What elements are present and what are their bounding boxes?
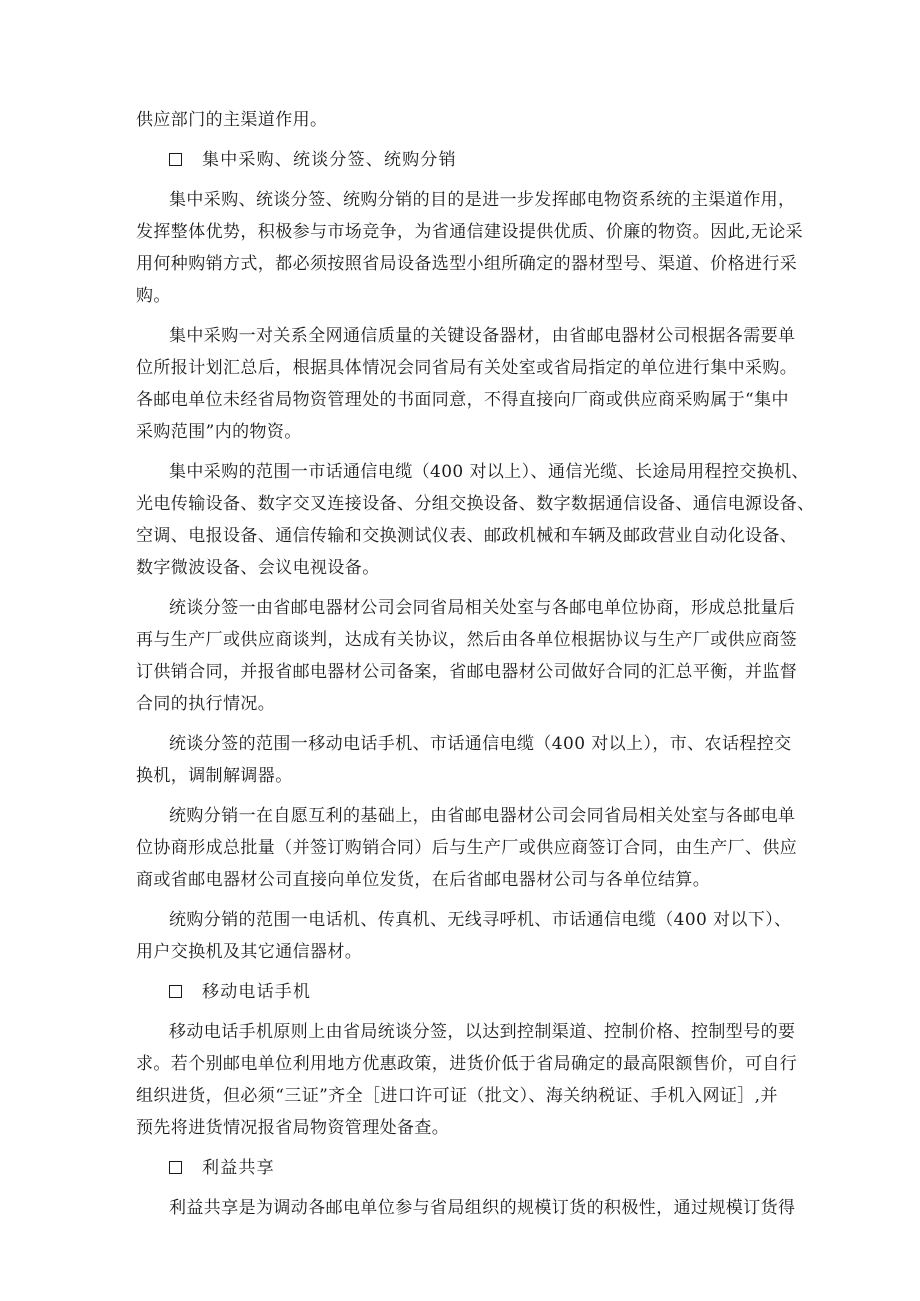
text-line: 采购范围”内的物资。 xyxy=(136,422,302,442)
text-line: 商或省邮电器材公司直接向单位发货，在后省邮电器材公司与各单位结算。 xyxy=(136,870,711,890)
text-line: 位协商形成总批量（并签订购销合同）后与生产厂或供应商签订合同，由生产厂、供应 xyxy=(136,838,798,858)
text-line: 移动电话手机原则上由省局统谈分签，以达到控制渠道、控制价格、控制型号的要 xyxy=(169,1022,796,1042)
text-line: 发挥整体优势，积极参与市场竞争，为省通信建设提供优质、价廉的物资。因此,无论采 xyxy=(136,222,804,242)
checkbox-square-icon xyxy=(169,985,182,998)
text-line: 再与生产厂或供应商谈判，达成有关协议，然后由各单位根据协议与生产厂或供应商签 xyxy=(136,630,798,650)
section-heading-centralized-purchasing: 集中采购、统谈分签、统购分销 xyxy=(169,148,829,172)
text-line: 用何种购销方式，都必须按照省局设备选型小组所确定的器材型号、渠道、价格进行采 xyxy=(136,254,798,274)
checkbox-square-icon xyxy=(169,1161,182,1174)
text-line: 预先将进货情况报省局物资管理处备查。 xyxy=(136,1118,450,1138)
text-line: 位所报计划汇总后，根据具体情况会同省局有关处室或省局指定的单位进行集中采购。 xyxy=(136,358,798,378)
text-line: 空调、电报设备、通信传输和交换测试仪表、邮政机械和车辆及邮政营业自动化设备、 xyxy=(136,526,798,546)
text-line: 统谈分签的范围一移动电话手机、市话通信电缆（400 对以上），市、农话程控交 xyxy=(169,734,792,754)
text-line: 利益共享是为调动各邮电单位参与省局组织的规模订货的积极性，通过规模订货得 xyxy=(169,1198,796,1218)
text-line: 统谈分签一由省邮电器材公司会同省局相关处室与各邮电单位协商，形成总批量后 xyxy=(169,598,796,618)
section-heading-mobile-phones: 移动电话手机 xyxy=(169,980,829,1004)
text-line: 光电传输设备、数字交叉连接设备、分组交换设备、数字数据通信设备、通信电源设备、 xyxy=(136,494,815,514)
text-line: 数字微波设备、会议电视设备。 xyxy=(136,558,380,578)
text-line: 合同的执行情况。 xyxy=(136,694,276,714)
text-line: 统购分销一在自愿互利的基础上，由省邮电器材公司会同省局相关处室与各邮电单 xyxy=(169,806,796,826)
text-line: 订供销合同，并报省邮电器材公司备案，省邮电器材公司做好合同的汇总平衡，并监督 xyxy=(136,662,798,682)
text-line: 用户交换机及其它通信器材。 xyxy=(136,942,363,962)
text-line: 集中采购的范围一市话通信电缆（400 对以上）、通信光缆、长途局用程控交换机、 xyxy=(169,462,809,482)
text-line: 换机，调制解调器。 xyxy=(136,766,293,786)
text-line: 集中采购、统谈分签、统购分销的目的是进一步发挥邮电物资系统的主渠道作用， xyxy=(169,190,796,210)
text-line: 各邮电单位未经省局物资管理处的书面同意，不得直接向厂商或供应商采购属于“集中 xyxy=(136,390,789,410)
text-line: 统购分销的范围一电话机、传真机、无线寻呼机、市话通信电缆（400 对以下）、 xyxy=(169,910,792,930)
text-line: 供应部门的主渠道作用。 xyxy=(136,110,328,130)
text-line: 集中采购一对关系全网通信质量的关键设备器材，由省邮电器材公司根据各需要单 xyxy=(169,326,796,346)
text-line: 组织进货，但必须“三证”齐全［进口许可证（批文）、海关纳税证、手机入网证］,并 xyxy=(136,1086,778,1106)
section-heading-benefit-sharing: 利益共享 xyxy=(169,1156,829,1180)
checkbox-square-icon xyxy=(169,153,182,166)
text-line: 求。若个别邮电单位利用地方优惠政策，进货价低于省局确定的最高限额售价，可自行 xyxy=(136,1054,798,1074)
text-line: 购。 xyxy=(136,286,171,306)
